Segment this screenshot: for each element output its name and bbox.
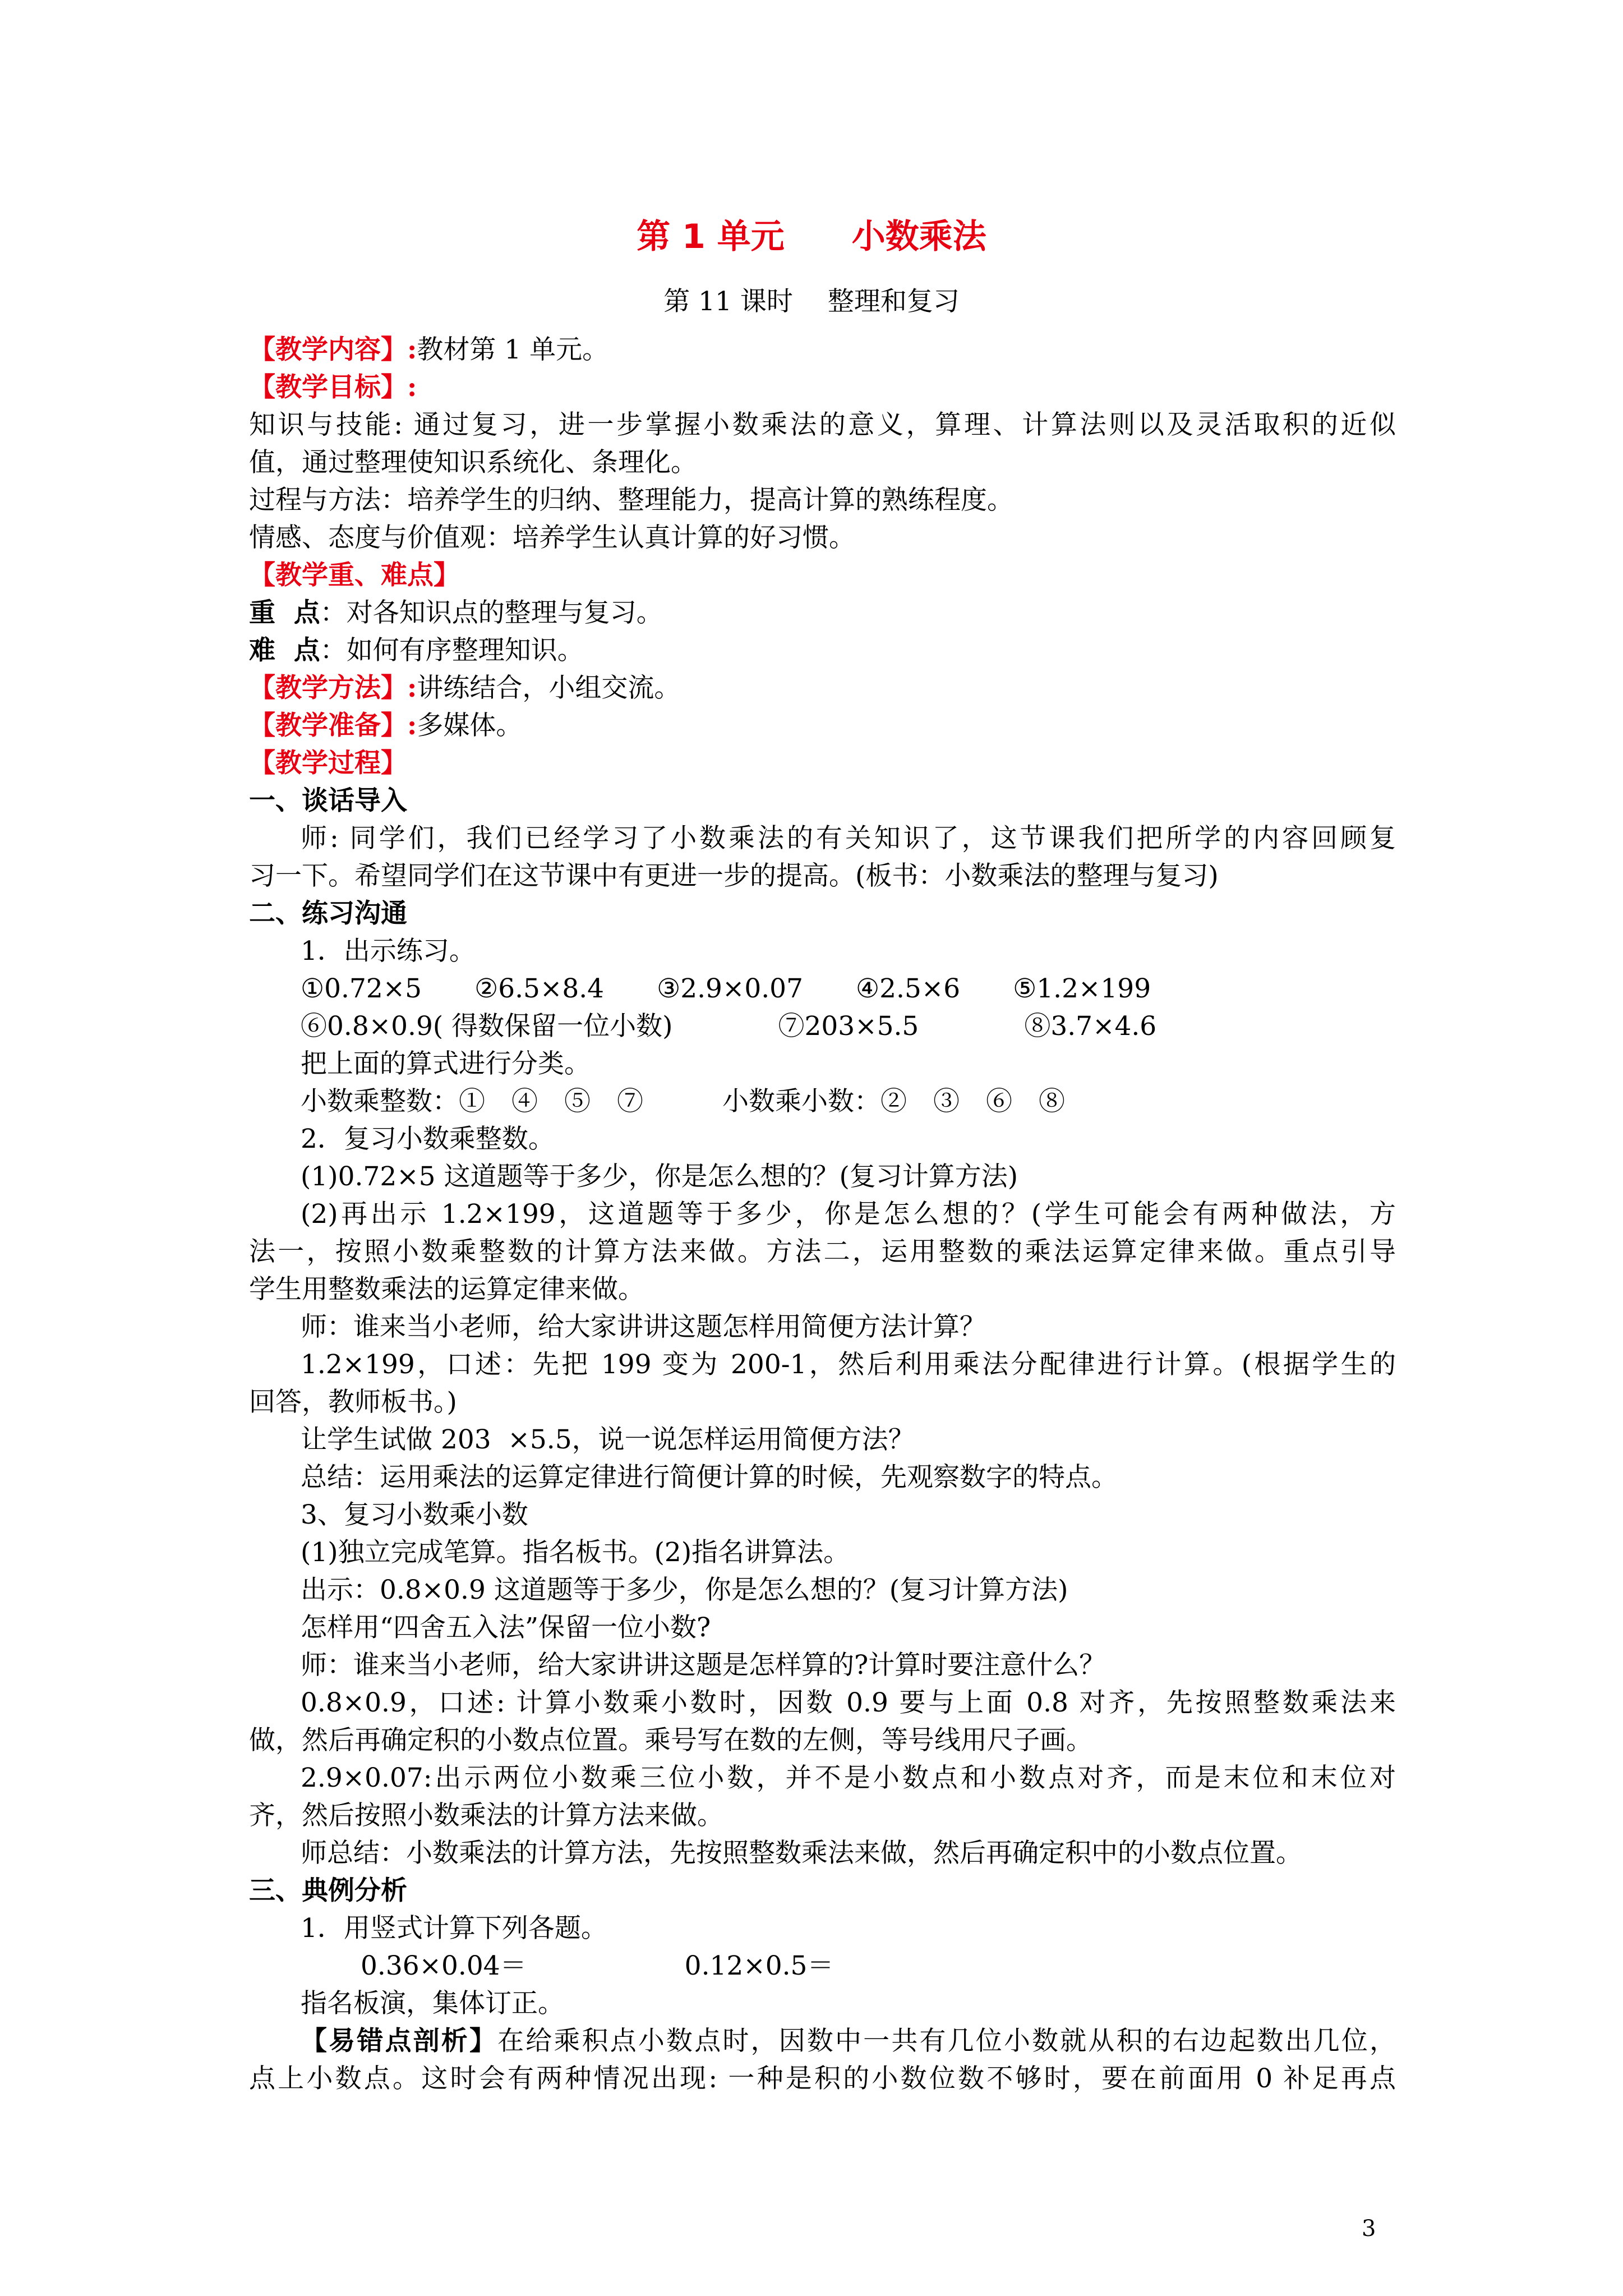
- section-heading: 【教学准备】:: [249, 710, 417, 741]
- text-line: [249, 481, 1396, 519]
- line-text: 1．出示练习。: [301, 936, 476, 967]
- line-text: 齐，然后按照小数乘法的计算方法来做。: [249, 1800, 723, 1831]
- text-line: [249, 519, 1396, 556]
- text-line: [249, 1007, 1396, 1045]
- text-line: [249, 1759, 1396, 1797]
- line-text: (2)再出示 1.2×199，这道题等于多少，你是怎么想的？(学生可能会有两种做法，方: [301, 1199, 1396, 1230]
- text-line: [249, 1496, 1396, 1534]
- line-text: 回答，教师板书。): [249, 1387, 457, 1418]
- text-line: [249, 556, 1396, 594]
- text-line: [249, 1910, 1396, 1947]
- text-line: [249, 669, 1396, 707]
- text-line: [249, 1534, 1396, 1571]
- line-text: 值，通过整理使知识系统化、条理化。: [249, 447, 697, 478]
- text-line: [249, 1271, 1396, 1308]
- line-text: 指名板演，集体订正。: [301, 1988, 564, 2019]
- line-text: 0.36×0.04＝ 0.12×0.5＝: [361, 1950, 834, 1981]
- text-line: [249, 707, 1396, 744]
- lesson-body: [249, 331, 1396, 2097]
- section-heading: 【教学目标】:: [249, 372, 417, 403]
- text-line: [249, 2022, 1396, 2060]
- line-text: (1)独立完成笔算。指名板书。(2)指名讲算法。: [301, 1537, 850, 1568]
- text-line: [249, 1947, 1396, 1985]
- line-text: 2．复习小数乘整数。: [301, 1124, 555, 1154]
- line-text: 教材第 1 单元。: [417, 334, 609, 365]
- text-line: [249, 1383, 1396, 1421]
- text-line: [249, 820, 1396, 857]
- text-line: [249, 1834, 1396, 1872]
- line-text: 知识与技能: 通过复习，进一步掌握小数乘法的意义，算理、计算法则以及灵活取积的近似: [249, 409, 1396, 440]
- line-text: 师：谁来当小老师，给大家讲讲这题怎样用简便方法计算？: [301, 1312, 986, 1342]
- line-text: 师: 同学们，我们已经学习了小数乘法的有关知识了，这节课我们把所学的内容回顾复: [301, 823, 1396, 854]
- line-text: 多媒体。: [417, 710, 523, 741]
- text-line: [249, 1195, 1396, 1233]
- line-text: 二、练习沟通: [249, 898, 407, 929]
- line-text: 难 点: [249, 635, 320, 666]
- line-text: 学生用整数乘法的运算定律来做。: [249, 1274, 644, 1305]
- section-heading: 【教学内容】:: [249, 334, 417, 365]
- line-text: 小数乘整数：① ④ ⑤ ⑦ 小数乘小数：② ③ ⑥ ⑧: [301, 1086, 1065, 1117]
- line-text: (1)0.72×5 这道题等于多少，你是怎么想的？(复习计算方法): [301, 1161, 1018, 1192]
- line-text: ⑥0.8×0.9( 得数保留一位小数) ⑦203×5.5 ⑧3.7×4.6: [301, 1011, 1157, 1042]
- line-text: 师总结：小数乘法的计算方法，先按照整数乘法来做，然后再确定积中的小数点位置。: [301, 1838, 1302, 1869]
- line-text: 把上面的算式进行分类。: [301, 1048, 591, 1079]
- line-text: 三、典例分析: [249, 1875, 407, 1906]
- text-line: [249, 782, 1396, 820]
- text-line: [249, 744, 1396, 782]
- text-line: [249, 369, 1396, 406]
- text-line: [249, 1571, 1396, 1609]
- line-text: 一、谈话导入: [249, 785, 407, 816]
- text-line: [249, 1797, 1396, 1834]
- line-text: 出示：0.8×0.9 这道题等于多少，你是怎么想的？(复习计算方法): [301, 1575, 1068, 1605]
- page-number: 3: [1362, 2216, 1376, 2242]
- text-line: [249, 1646, 1396, 1684]
- text-line: [249, 331, 1396, 369]
- line-text: 师：谁来当小老师，给大家讲讲这题是怎样算的?计算时要注意什么？: [301, 1650, 1106, 1681]
- line-text: 情感、态度与价值观：培养学生认真计算的好习惯。: [249, 522, 855, 553]
- text-line: [249, 970, 1396, 1007]
- line-text: 怎样用“四舍五入法”保留一位小数?: [301, 1612, 711, 1643]
- text-line: [249, 1120, 1396, 1158]
- line-text: ①0.72×5 ②6.5×8.4 ③2.9×0.07 ④2.5×6 ⑤1.2×199: [301, 973, 1151, 1004]
- text-line: [249, 594, 1396, 632]
- line-text: 过程与方法：培养学生的归纳、整理能力，提高计算的熟练程度。: [249, 485, 1013, 516]
- text-line: [249, 2060, 1396, 2097]
- text-line: [249, 444, 1396, 481]
- text-line: [249, 1233, 1396, 1271]
- line-text: 在给乘积点小数点时，因数中一共有几位小数就从积的右边起数出几位，: [497, 2026, 1396, 2056]
- text-line: [249, 895, 1396, 932]
- text-line: [249, 1045, 1396, 1083]
- text-line: [249, 932, 1396, 970]
- text-line: [249, 406, 1396, 444]
- line-text: 讲练结合，小组交流。: [417, 673, 681, 703]
- section-heading: 【教学过程】: [249, 748, 407, 779]
- text-line: [249, 1684, 1396, 1722]
- line-text: 点上小数点。这时会有两种情况出现: 一种是积的小数位数不够时，要在前面用 0 补足再点: [249, 2063, 1396, 2094]
- line-text: ：如何有序整理知识。: [320, 635, 584, 666]
- line-text: 1．用竖式计算下列各题。: [301, 1913, 607, 1944]
- lesson-subtitle: 第 11 课时 整理和复习: [663, 286, 960, 317]
- text-line: [249, 1308, 1396, 1346]
- text-line: [249, 1985, 1396, 2022]
- line-text: 1.2×199，口述：先把 199 变为 200-1，然后利用乘法分配律进行计算。(根据学生的: [301, 1349, 1396, 1380]
- line-text: 法一，按照小数乘整数的计算方法来做。方法二，运用整数的乘法运算定律来做。重点引导: [249, 1236, 1396, 1267]
- line-text: 3、复习小数乘小数: [301, 1499, 528, 1530]
- line-text: 重 点: [249, 597, 320, 628]
- line-text: 0.8×0.9，口述: 计算小数乘小数时，因数 0.9 要与上面 0.8 对齐，先按照整数乘法来: [301, 1687, 1396, 1718]
- section-heading: 【教学重、难点】: [249, 560, 460, 591]
- text-line: [249, 1158, 1396, 1195]
- text-line: [249, 632, 1396, 669]
- text-line: [249, 1872, 1396, 1910]
- text-line: [249, 1458, 1396, 1496]
- text-line: [249, 1421, 1396, 1458]
- text-line: [249, 1609, 1396, 1646]
- page-title: 第 1 单元 小数乘法: [637, 217, 986, 256]
- line-text: 2.9×0.07:出示两位小数乘三位小数，并不是小数点和小数点对齐，而是末位和末位对: [301, 1763, 1396, 1793]
- section-heading: 【教学方法】:: [249, 673, 417, 703]
- line-text: 做，然后再确定积的小数点位置。乘号写在数的左侧，等号线用尺子画。: [249, 1725, 1092, 1756]
- text-line: [249, 1083, 1396, 1120]
- text-line: [249, 1722, 1396, 1759]
- text-line: [249, 1346, 1396, 1383]
- line-text: 总结：运用乘法的运算定律进行简便计算的时候，先观察数字的特点。: [301, 1462, 1118, 1493]
- line-text: 让学生试做 203 ×5.5，说一说怎样运用简便方法？: [301, 1424, 915, 1455]
- line-text: ：对各知识点的整理与复习。: [320, 597, 663, 628]
- line-text: 【易错点剖析】: [301, 2026, 498, 2056]
- text-line: [249, 857, 1396, 895]
- line-text: 习一下。希望同学们在这节课中有更进一步的提高。(板书：小数乘法的整理与复习): [249, 861, 1219, 891]
